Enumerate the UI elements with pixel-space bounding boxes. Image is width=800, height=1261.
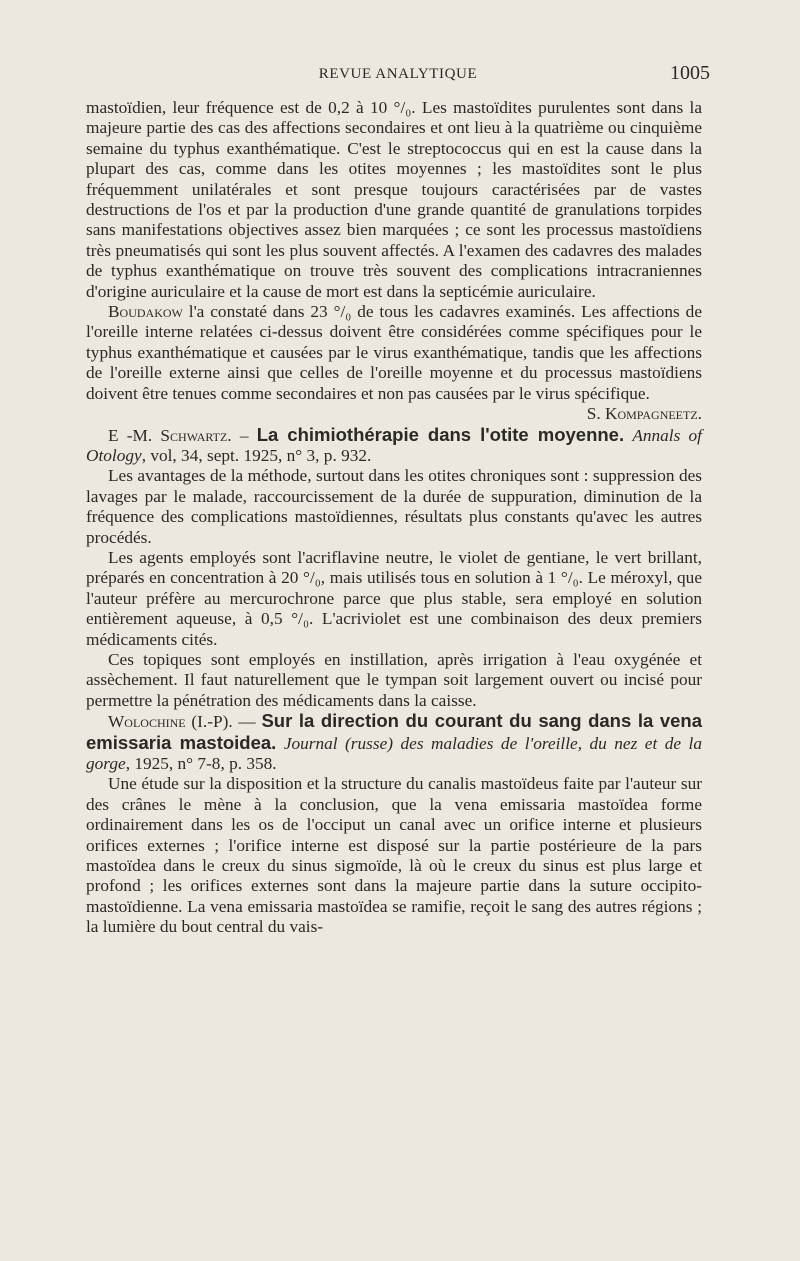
journal-name: Journal (russe) des maladies de l'oreille, du nez et de la gorge <box>86 733 702 773</box>
running-title: REVUE ANALYTIQUE <box>318 66 478 82</box>
article-body <box>86 98 702 938</box>
review-entry-heading <box>86 711 702 774</box>
entry-author: E -M. Schwartz. – <box>108 425 257 445</box>
paragraph-continuation: mastoïdien, leur fréquence est de 0,2 à 10 °/₀. Les mastoïdites purulentes sont dans la majeure partie des cas des affections secondaires et ont lieu à la quatrième ou cinquième semaine du typhus exanthématique. C'est le streptococcus qui en est la cause dans la plupart des cas, comme dans les otites moyennes ; les mastoïdites sont le plus fréquemment unilatérales et sont presque toujours caractérisées par de vastes destructions de l'os et par la production d'une grande quantité de granulations torpides sans manifestations objectives assez bien marquées ; ce sont les processus mastoïdiens très pneumatisés qui sont les plus souvent affectés. A l'examen des cadavres des malades de typhus exanthématique on trouve très souvent des complications intracraniennes d'origine auriculaire et la cause de mort est dans la septicémie auriculaire. <box>86 98 702 301</box>
paragraph: Les avantages de la méthode, surtout dans les otites chroniques sont : suppression des lavages par le malade, raccourcissement de la durée de suppuration, diminution de la fréquence des complications mastoïdiennes, résultats plus constants qu'avec les autres procédés. <box>86 466 702 547</box>
page-number: 1005 <box>670 62 710 84</box>
citation: , vol, 34, sept. 1925, n° 3, p. 932. <box>141 445 372 465</box>
entry-author: Wolochine (I.-P). — <box>108 712 262 732</box>
author-name: Boudakow <box>108 302 183 322</box>
paragraph: Une étude sur la disposition et la structure du canalis mastoïdeus faite par l'auteur sur des crânes le mène à la conclusion, que la vena emissaria mastoïdea forme ordinairement dans les os de l'occiput un canal avec un orifice interne et plusieurs orifices externes ; l'orifice interne est disposé sur la partie postérieure de la pars mastoïdea dans le creux du sinus sigmoïde, là où le creux du sinus est plus large et profond ; les orifices externes sont dans la majeure partie dans la suture occipito-mastoïdienne. La vena emissaria mastoïdea se ramifie, reçoit le sang des autres régions ; la lumière du bout central du vais- <box>86 774 702 937</box>
paragraph: Les agents employés sont l'acriflavine neutre, le violet de gentiane, le vert brillant, préparés en concentration à 20 °/₀, mais utilisés tous en solution à 1 °/₀. Le méroxyl, que l'auteur préfère au mercurochrone parce que plus stable, sera employé en solution entièrement aqueuse, à 0,5 °/₀. L'acriviolet est une combinaison des deux premiers médicaments cités. <box>86 547 702 649</box>
citation: , 1925, n° 7-8, p. 358. <box>125 754 277 773</box>
reviewer-signature: S. Kompagneetz. <box>586 404 702 424</box>
page-header <box>86 62 710 92</box>
paragraph-text: l'a constaté dans 23 °/₀ de tous les cadavres examinés. Les affections de l'oreille interne relatées ci-dessus doivent être considérées comme spécifiques pour le typhus exanthématique et causées par le virus exanthématique, tandis que les affections de l'oreille externe ainsi que celles de l'oreille moyenne et du processus mastoïdiens doivent être tenues comme secondaires et non pas causées par le virus spécifique. <box>86 302 702 403</box>
entry-title: Sur la direction du courant du sang dans la vena emissaria mastoidea. <box>86 710 702 753</box>
paragraph <box>86 302 702 404</box>
paragraph: Ces topiques sont employés en instillation, après irrigation à l'eau oxygénée et assèchement. Il faut naturellement que le tympan soit largement ouvert ou incisé pour permettre la pénétration des médicaments dans la caisse. <box>86 649 702 710</box>
journal-name: Annals of Otology <box>86 425 702 465</box>
entry-title: La chimiothérapie dans l'otite moyenne. <box>256 423 625 445</box>
review-entry-heading <box>86 425 702 467</box>
